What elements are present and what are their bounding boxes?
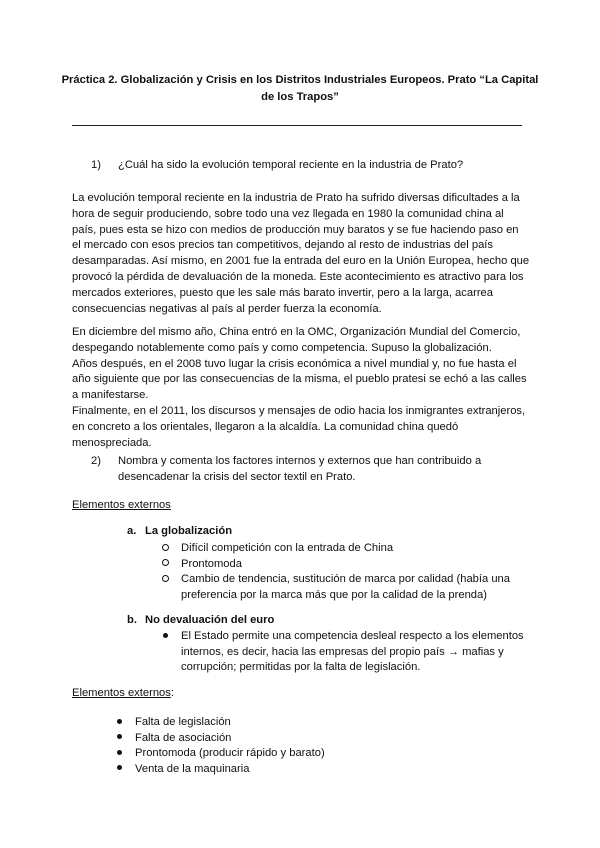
list-item: Prontomoda: [158, 557, 518, 573]
document-title: Práctica 2. Globalización y Crisis en los Distritos Industriales Europeos. Prato “La Capital de los Trapos”: [61, 74, 539, 103]
question-1-text: ¿Cuál ha sido la evolución temporal reciente en la industria de Prato?: [118, 159, 464, 171]
question-2: [91, 454, 511, 485]
subsection-b-heading: [127, 614, 427, 626]
divider-line: [72, 125, 522, 126]
subsection-a-label: a.: [127, 525, 137, 537]
list-item: Prontomoda (producir rápido y barato): [112, 746, 472, 762]
section-2-heading: [72, 686, 174, 702]
list-item: El Estado permite una competencia desleal respecto a los elementos internos, es decir, hacia las empresas del propio país → mafias y corrupción; permitidas por la falta de legislación.: [158, 629, 528, 676]
subsection-b-list: [158, 629, 528, 676]
answer-1-text-2c: Finalmente, en el 2011, los discursos y mensajes de odio hacia los inmigrantes extranjeros, en concreto a los orientales, llegaron a la alcaldía. La comunidad china quedó menospreciada.: [72, 404, 526, 449]
list-item: Falta de asociación: [112, 731, 472, 747]
hollow-bullet-icon: [162, 559, 169, 566]
answer-1-paragraph-1: [72, 191, 530, 317]
subsection-a-heading: [127, 525, 427, 537]
answer-1-text-2a: En diciembre del mismo año, China entró en la OMC, Organización Mundial del Comercio, despegando notablemente como país y como competencia. Supuso la globalización.: [72, 326, 521, 354]
hollow-bullet-icon: [162, 575, 169, 582]
bullet-icon: [163, 633, 168, 638]
subsection-a-title: La globalización: [145, 525, 233, 537]
answer-1-text-2b: Años después, en el 2008 tuvo lugar la crisis económica a nivel mundial y, no fue hasta el año siguiente que por las consecuencias de la misma, el pueblo pratesi se echó a las calles a manifestarse.: [72, 357, 527, 402]
question-1-number: 1): [91, 159, 101, 171]
section-2-heading-suffix: :: [170, 687, 174, 699]
subsection-b-title: No devaluación del euro: [145, 614, 275, 626]
section-2-list: [112, 715, 472, 777]
question-2-text: Nombra y comenta los factores internos y externos que han contribuido a desencadenar la crisis del sector textil en Prato.: [118, 455, 482, 483]
bullet-icon: [117, 765, 122, 770]
hollow-bullet-icon: [162, 544, 169, 551]
subsection-a-list: [158, 541, 518, 603]
answer-1-text-1: La evolución temporal reciente en la industria de Prato ha sufrido diversas dificultades a la hora de seguir produciendo, sobre todo una vez llegada en 1980 la comunidad china al país, pues esta se hizo con medios de producción muy baratos y se fue haciendo paso en el mercado con esos precios tan competitivos, dejando al resto de industrias del país desamparadas. Así mismo, en 2001 fue la entrada del euro en la Unión Europea, hecho que provocó la pérdida de devaluación de la moneda. Este acontecimiento es atractivo para los mercados exteriores, puesto que les sale más barato invertir, pero a la larga, acarrea consecuencias negativas al país al perder fuerza la economía.: [72, 192, 530, 315]
section-2-heading-text: Elementos externos: [72, 687, 171, 699]
section-1-heading: Elementos externos: [72, 499, 171, 511]
question-1: [91, 158, 511, 174]
list-item: Falta de legislación: [112, 715, 472, 731]
answer-1-paragraph-2: [72, 325, 530, 451]
bullet-icon: [117, 734, 122, 739]
bullet-icon: [117, 750, 122, 755]
subsection-b-label: b.: [127, 614, 137, 626]
list-item: Venta de la maquinaria: [112, 762, 472, 778]
list-item: Cambio de tendencia, sustitución de marca por calidad (había una preferencia por la marca más que por la calidad de la prenda): [158, 572, 518, 603]
question-2-number: 2): [91, 455, 101, 467]
list-item: Difícil competición con la entrada de China: [158, 541, 518, 557]
bullet-icon: [117, 719, 122, 724]
